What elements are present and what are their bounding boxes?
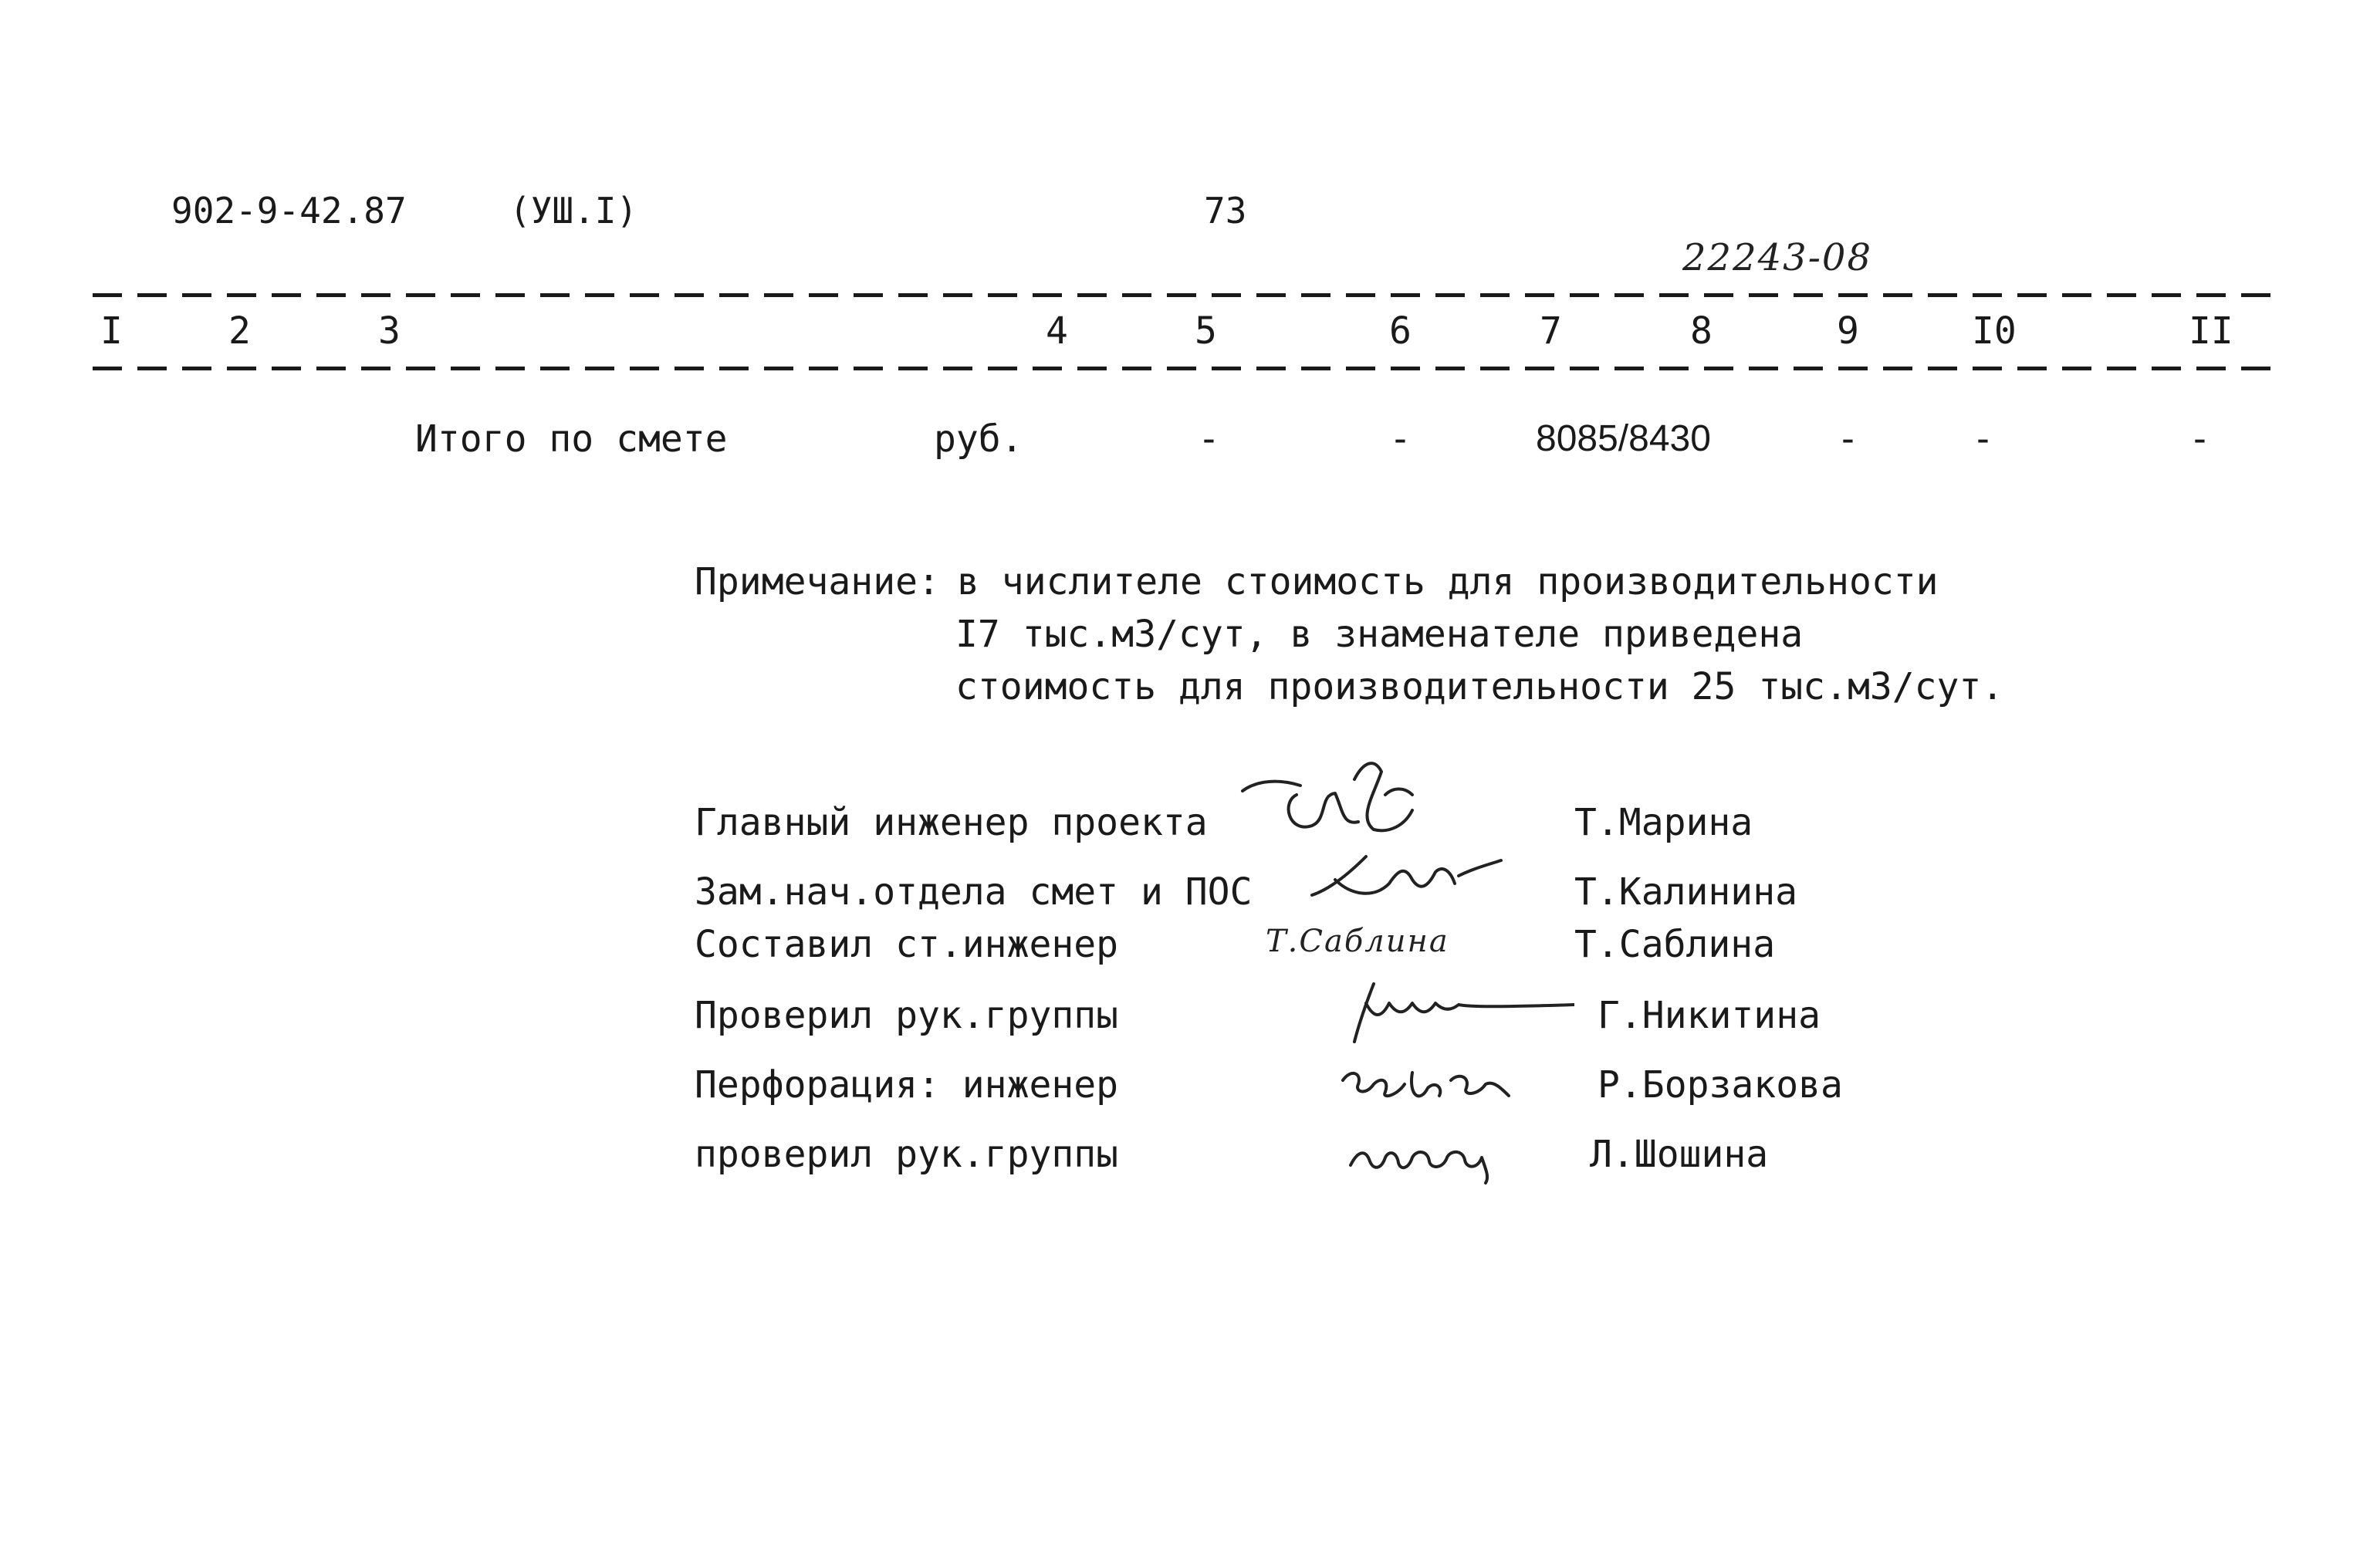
column-number-11: II [2189, 309, 2233, 353]
signatory-role-5: Перфорация: инженер [695, 1063, 1119, 1107]
signatory-name-1: Т.Марина [1574, 801, 1753, 844]
total-col5-value: - [1198, 417, 1220, 461]
signatory-name-3: Т.Саблина [1574, 923, 1776, 966]
signature-shoshina-icon [1343, 1123, 1528, 1184]
column-number-6: 6 [1389, 309, 1412, 353]
doc-code: 902-9-42.87 [171, 190, 407, 231]
column-number-2: 2 [228, 309, 251, 353]
note-line-1: в числителе стоимость для производительности [957, 560, 1939, 603]
section-code: (УШ.I) [509, 190, 638, 231]
column-number-5: 5 [1195, 309, 1217, 353]
column-number-1: I [100, 309, 123, 353]
note-line-2: I7 тыс.м3/сут, в знаменателе приведена [955, 613, 1804, 656]
signatory-role-2: Зам.нач.отдела смет и ПОС [695, 870, 1253, 914]
signatory-name-4: Г.Никитина [1598, 994, 1821, 1037]
signature-borzakova-icon [1335, 1049, 1520, 1111]
total-col8-value: 8085/8430 [1536, 418, 1711, 459]
page-number: 73 [1204, 190, 1247, 231]
signature-sablina-icon: Т.Саблина [1266, 924, 1449, 959]
column-number-3: 3 [378, 309, 401, 353]
total-col11-value: - [2189, 417, 2211, 461]
signature-marina-icon [1227, 749, 1443, 849]
column-number-4: 4 [1046, 309, 1068, 353]
total-col6-value: - [1389, 417, 1412, 461]
note-line-3: стоимость для производительности 25 тыс.м3/сут. [955, 665, 2004, 708]
column-number-8: 8 [1690, 309, 1713, 353]
total-col10-value: - [1972, 417, 1994, 461]
signature-nikitina-icon [1343, 972, 1574, 1049]
total-col9-value: - [1837, 417, 1859, 461]
signatory-role-6: проверил рук.группы [695, 1133, 1119, 1176]
signatory-name-6: Л.Шошина [1590, 1133, 1769, 1176]
signatory-name-5: Р.Борзакова [1598, 1063, 1843, 1107]
signatory-role-3: Составил ст.инженер [695, 923, 1119, 966]
table-top-rule [93, 293, 2277, 297]
signature-kalinina-icon [1304, 841, 1505, 911]
note-label: Примечание: [695, 560, 940, 603]
table-header-rule [93, 367, 2277, 370]
column-number-9: 9 [1837, 309, 1859, 353]
signatory-role-4: Проверил рук.группы [695, 994, 1119, 1037]
total-label: Итого по смете [415, 417, 728, 461]
column-number-7: 7 [1540, 309, 1562, 353]
inventory-number: 22243-08 [1682, 236, 1872, 279]
total-unit: руб. [934, 417, 1023, 461]
signatory-role-1: Главный инженер проекта [695, 801, 1208, 844]
column-number-10: I0 [1972, 309, 2017, 353]
signatory-name-2: Т.Калинина [1574, 870, 1797, 914]
